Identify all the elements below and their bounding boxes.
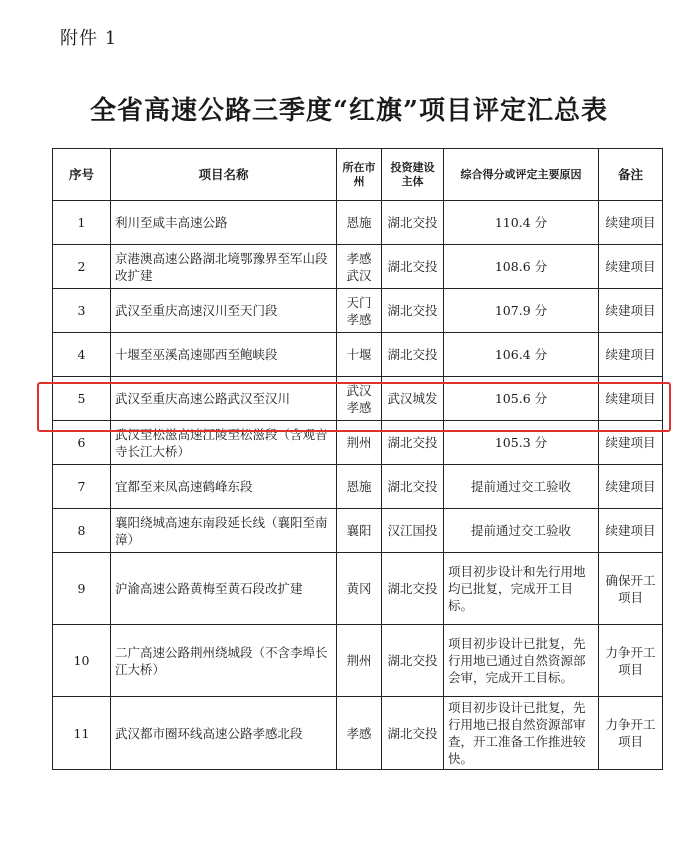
cell-city: 荆州 [337, 421, 382, 465]
header-investor: 投资建设主体 [382, 149, 444, 201]
cell-score: 105.3 分 [444, 421, 599, 465]
cell-project-name: 十堰至巫溪高速郧西至鲍峡段 [111, 333, 337, 377]
cell-city: 武汉孝感 [337, 377, 382, 421]
cell-city: 荆州 [337, 625, 382, 697]
attachment-label: 附件 1 [60, 28, 118, 49]
cell-note: 续建项目 [599, 201, 663, 245]
table-row [53, 333, 663, 377]
cell-note: 续建项目 [599, 509, 663, 553]
cell-row-number: 10 [53, 625, 111, 697]
cell-city: 孝感武汉 [337, 245, 382, 289]
cell-score: 110.4 分 [444, 201, 599, 245]
cell-row-number: 3 [53, 289, 111, 333]
cell-project-name: 襄阳绕城高速东南段延长线（襄阳至南漳） [111, 509, 337, 553]
cell-row-number: 2 [53, 245, 111, 289]
cell-project-name: 宜都至来凤高速鹤峰东段 [111, 465, 337, 509]
cell-investor: 湖北交投 [382, 697, 444, 770]
table-row [53, 421, 663, 465]
cell-score: 提前通过交工验收 [444, 509, 599, 553]
table-row [53, 625, 663, 697]
cell-investor: 湖北交投 [382, 465, 444, 509]
page-title: 全省高速公路三季度“红旗”项目评定汇总表 [90, 96, 608, 126]
cell-note: 力争开工项目 [599, 625, 663, 697]
table-row [53, 509, 663, 553]
cell-note: 确保开工项目 [599, 553, 663, 625]
table-row [53, 465, 663, 509]
header-score: 综合得分或评定主要原因 [444, 149, 599, 201]
cell-note: 续建项目 [599, 465, 663, 509]
header-note: 备注 [599, 149, 663, 201]
cell-project-name: 武汉至重庆高速汉川至天门段 [111, 289, 337, 333]
cell-city: 恩施 [337, 465, 382, 509]
cell-investor: 湖北交投 [382, 553, 444, 625]
cell-row-number: 11 [53, 697, 111, 770]
cell-investor: 湖北交投 [382, 421, 444, 465]
header-name: 项目名称 [111, 149, 337, 201]
cell-project-name: 武汉都市圈环线高速公路孝感北段 [111, 697, 337, 770]
header-no: 序号 [53, 149, 111, 201]
cell-project-name: 京港澳高速公路湖北境鄂豫界至军山段改扩建 [111, 245, 337, 289]
cell-row-number: 4 [53, 333, 111, 377]
cell-project-name: 武汉至重庆高速公路武汉至汉川 [111, 377, 337, 421]
table-row [53, 553, 663, 625]
cell-investor: 湖北交投 [382, 333, 444, 377]
table-row [53, 697, 663, 770]
cell-city: 十堰 [337, 333, 382, 377]
cell-score: 项目初步设计和先行用地均已批复，完成开工目标。 [444, 553, 599, 625]
cell-city: 天门孝感 [337, 289, 382, 333]
cell-score: 105.6 分 [444, 377, 599, 421]
cell-project-name: 利川至咸丰高速公路 [111, 201, 337, 245]
cell-row-number: 9 [53, 553, 111, 625]
cell-investor: 武汉城发 [382, 377, 444, 421]
table-row [53, 201, 663, 245]
cell-score: 提前通过交工验收 [444, 465, 599, 509]
summary-table [52, 148, 663, 770]
cell-investor: 湖北交投 [382, 289, 444, 333]
cell-row-number: 1 [53, 201, 111, 245]
table-row [53, 245, 663, 289]
cell-project-name: 沪渝高速公路黄梅至黄石段改扩建 [111, 553, 337, 625]
cell-score: 项目初步设计已批复，先行用地已报自然资源部审查，开工准备工作推进较快。 [444, 697, 599, 770]
cell-note: 续建项目 [599, 377, 663, 421]
table-row [53, 377, 663, 421]
cell-investor: 湖北交投 [382, 245, 444, 289]
cell-row-number: 5 [53, 377, 111, 421]
cell-investor: 汉江国投 [382, 509, 444, 553]
cell-project-name: 武汉至松滋高速江陵至松滋段（含观音寺长江大桥） [111, 421, 337, 465]
cell-note: 续建项目 [599, 421, 663, 465]
cell-city: 襄阳 [337, 509, 382, 553]
cell-project-name: 二广高速公路荆州绕城段（不含李埠长江大桥） [111, 625, 337, 697]
cell-row-number: 7 [53, 465, 111, 509]
cell-city: 黄冈 [337, 553, 382, 625]
cell-note: 续建项目 [599, 289, 663, 333]
cell-note: 力争开工项目 [599, 697, 663, 770]
cell-score: 106.4 分 [444, 333, 599, 377]
cell-score: 项目初步设计已批复，先行用地已通过自然资源部会审，完成开工目标。 [444, 625, 599, 697]
cell-investor: 湖北交投 [382, 201, 444, 245]
cell-note: 续建项目 [599, 245, 663, 289]
table-row [53, 289, 663, 333]
header-city: 所在市州 [337, 149, 382, 201]
cell-city: 恩施 [337, 201, 382, 245]
cell-city: 孝感 [337, 697, 382, 770]
cell-row-number: 8 [53, 509, 111, 553]
table-header-row [53, 149, 663, 201]
cell-score: 108.6 分 [444, 245, 599, 289]
cell-note: 续建项目 [599, 333, 663, 377]
cell-row-number: 6 [53, 421, 111, 465]
cell-investor: 湖北交投 [382, 625, 444, 697]
cell-score: 107.9 分 [444, 289, 599, 333]
